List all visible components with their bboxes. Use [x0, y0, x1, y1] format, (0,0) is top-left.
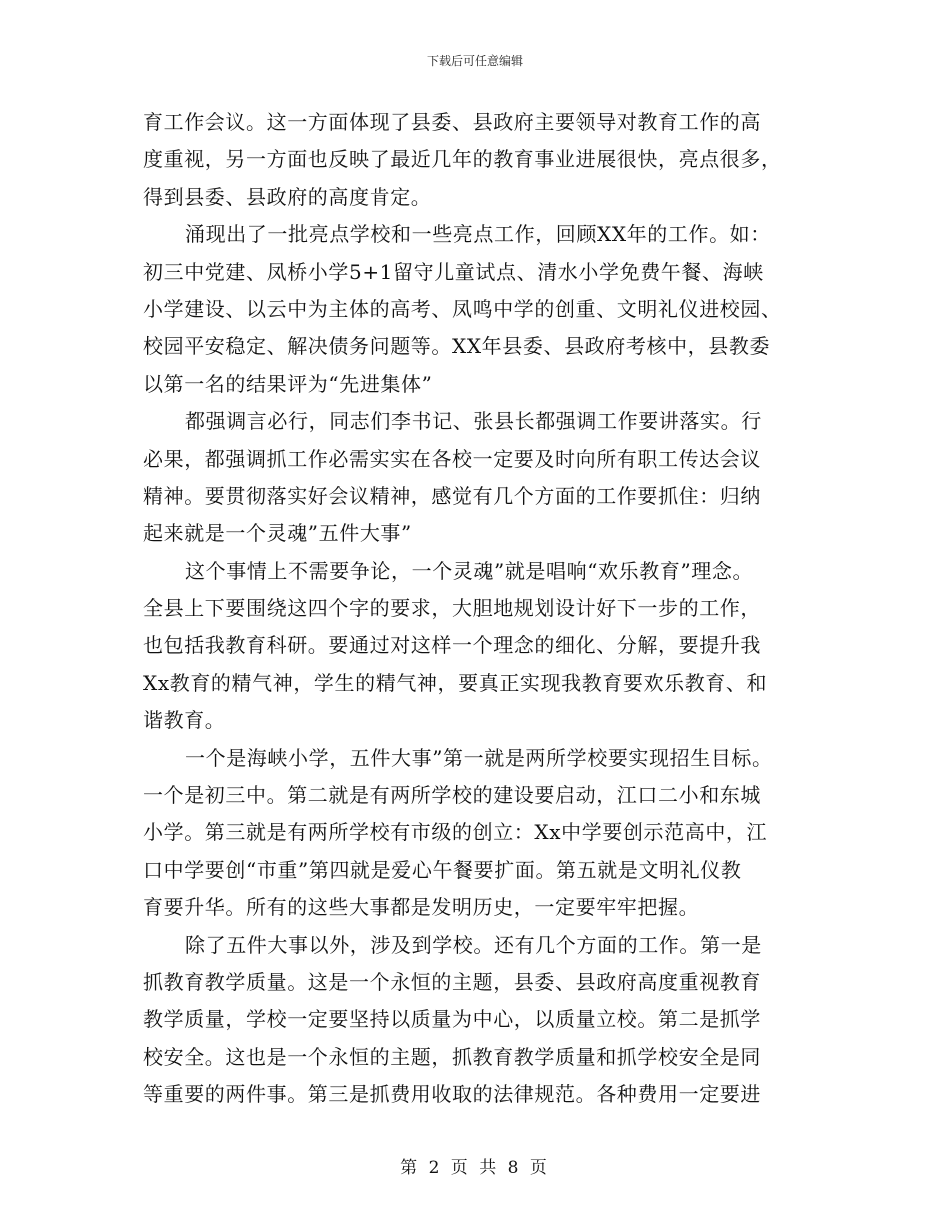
- text-line: 等重要的两件事。第三是抓费用收取的法律规范。各种费用一定要进: [143, 1082, 761, 1107]
- text-line: 育工作会议。这一方面体现了县委、县政府主要领导对教育工作的高: [143, 110, 761, 134]
- text-line: 以第一名的结果评为“先进集体”: [143, 371, 433, 396]
- page-header: 下载后可任意编辑: [426, 54, 523, 68]
- text-line: 精神。要贯彻落实好会议精神，感觉有几个方面的工作要抓住：归纳: [143, 483, 761, 508]
- text-line: 校安全。这也是一个永恒的主题，抓教育教学质量和抓学校安全是同: [143, 1044, 761, 1069]
- text-line: 抓教育教学质量。这是一个永恒的主题，县委、县政府高度重视教育: [143, 969, 761, 994]
- text-line: 小学建设、以云中为主体的高考、凤鸣中学的创重、文明礼仪进校园、: [143, 296, 782, 321]
- text-line: 都强调言必行，同志们李书记、张县长都强调工作要讲落实。行: [185, 409, 762, 434]
- page-number: 第 2 页 共 8 页: [400, 1158, 550, 1178]
- text-line: 也包括我教育科研。要通过对这样一个理念的细化、分解，要提升我: [143, 633, 761, 658]
- text-line: 全县上下要围绕这四个字的要求，大胆地规划设计好下一步的工作，: [143, 596, 761, 621]
- text-line: 得到县委、县政府的高度肯定。: [143, 184, 432, 209]
- text-line: 涌现出了一批亮点学校和一些亮点工作，回顾XX年的工作。如：: [185, 222, 771, 247]
- text-line: 除了五件大事以外，涉及到学校。还有几个方面的工作。第一是: [185, 932, 762, 957]
- text-line: Xx教育的精气神，学生的精气神，要真正实现我教育要欢乐教育、和: [143, 670, 768, 695]
- text-line: 小学。第三就是有两所学校有市级的创立：Xx中学要创示范高中，江: [143, 820, 768, 845]
- text-line: 一个是海峡小学，五件大事”第一就是两所学校要实现招生目标。: [185, 745, 773, 770]
- text-line: 校园平安稳定、解决债务问题等。XX年县委、县政府考核中，县教委: [143, 334, 771, 359]
- text-line: 谐教育。: [143, 708, 226, 733]
- document-body: [143, 104, 813, 1114]
- text-line: 初三中党建、凤桥小学5+1留守儿童试点、清水小学免费午餐、海峡: [143, 259, 764, 284]
- text-line: 这个事情上不需要争论，一个灵魂”就是唱响“欢乐教育”理念。: [185, 558, 754, 583]
- text-line: 一个是初三中。第二就是有两所学校的建设要启动，江口二小和东城: [143, 783, 761, 808]
- text-line: 教学质量，学校一定要坚持以质量为中心，以质量立校。第二是抓学: [143, 1007, 761, 1032]
- text-line: 起来就是一个灵魂”五件大事”: [143, 521, 412, 546]
- text-line: 口中学要创“市重”第四就是爱心午餐要扩面。第五就是文明礼仪教: [143, 857, 742, 882]
- text-line: 必果，都强调抓工作必需实实在各校一定要及时向所有职工传达会议: [143, 446, 761, 471]
- text-line: 育要升华。所有的这些大事都是发明历史，一定要牢牢把握。: [143, 895, 700, 920]
- text-line: 度重视，另一方面也反映了最近几年的教育事业进展很快，亮点很多，: [143, 147, 782, 172]
